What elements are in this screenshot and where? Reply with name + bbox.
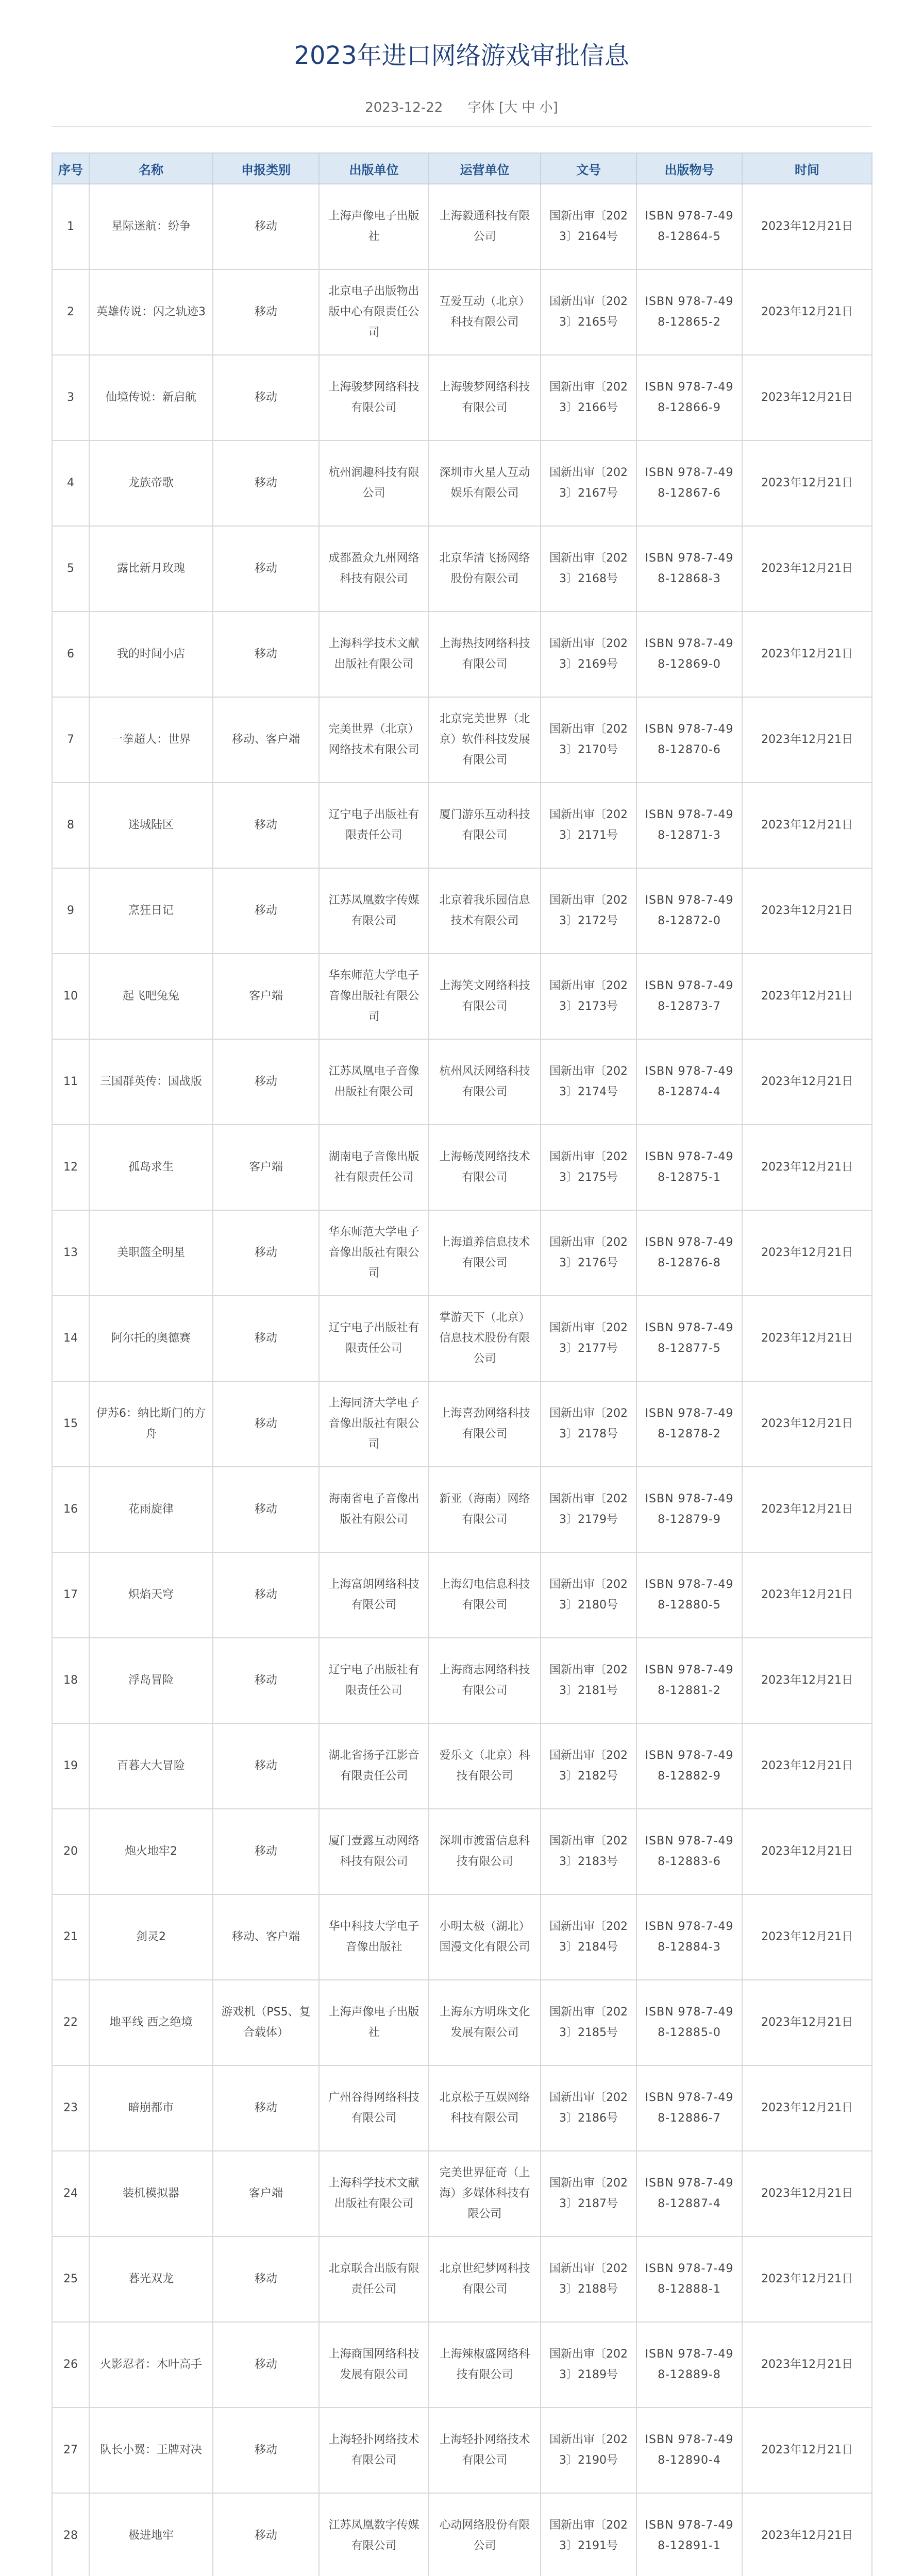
row-publisher: 上海科学技术文献出版社有限公司 (319, 2151, 429, 2236)
row-category: 移动 (213, 2065, 319, 2151)
row-date: 2023年12月21日 (742, 1894, 872, 1980)
row-publisher: 厦门壹露互动网络科技有限公司 (319, 1809, 429, 1894)
row-seq: 16 (52, 1467, 89, 1552)
row-game-name: 火影忍者：木叶高手 (89, 2322, 213, 2408)
row-approval-number: 国新出审〔2023〕2167号 (541, 440, 636, 526)
row-seq: 18 (52, 1638, 89, 1723)
row-approval-number: 国新出审〔2023〕2176号 (541, 1210, 636, 1296)
row-seq: 26 (52, 2322, 89, 2408)
row-date: 2023年12月21日 (742, 269, 872, 355)
row-category: 移动 (213, 1381, 319, 1467)
row-date: 2023年12月21日 (742, 2151, 872, 2236)
table-row (52, 1980, 872, 2065)
table-row (52, 1125, 872, 1210)
row-seq: 25 (52, 2236, 89, 2322)
table-row (52, 184, 872, 269)
row-approval-number: 国新出审〔2023〕2175号 (541, 1125, 636, 1210)
row-operator: 心动网络股份有限公司 (429, 2493, 541, 2576)
row-date: 2023年12月21日 (742, 1210, 872, 1296)
row-game-name: 孤岛求生 (89, 1125, 213, 1210)
row-isbn: ISBN 978-7-498-12882-9 (636, 1723, 742, 1809)
row-category: 移动 (213, 355, 319, 440)
row-category: 移动 (213, 1638, 319, 1723)
row-category: 移动 (213, 1039, 319, 1125)
row-approval-number: 国新出审〔2023〕2173号 (541, 954, 636, 1039)
font-size-label: 字体 (467, 100, 495, 115)
row-date: 2023年12月21日 (742, 1467, 872, 1552)
row-isbn: ISBN 978-7-498-12871-3 (636, 783, 742, 868)
row-game-name: 烹狂日记 (89, 868, 213, 954)
table-row (52, 2493, 872, 2576)
row-date: 2023年12月21日 (742, 783, 872, 868)
row-publisher: 江苏凤凰电子音像出版社有限公司 (319, 1039, 429, 1125)
row-category: 客户端 (213, 2151, 319, 2236)
row-publisher: 华中科技大学电子音像出版社 (319, 1894, 429, 1980)
row-approval-number: 国新出审〔2023〕2168号 (541, 526, 636, 612)
row-isbn: ISBN 978-7-498-12879-9 (636, 1467, 742, 1552)
row-approval-number: 国新出审〔2023〕2184号 (541, 1894, 636, 1980)
table-row (52, 697, 872, 783)
row-game-name: 迷城陆区 (89, 783, 213, 868)
row-approval-number: 国新出审〔2023〕2182号 (541, 1723, 636, 1809)
row-category: 移动 (213, 269, 319, 355)
row-seq: 17 (52, 1552, 89, 1638)
row-seq: 5 (52, 526, 89, 612)
table-row (52, 1894, 872, 1980)
row-seq: 6 (52, 612, 89, 697)
row-operator: 上海骏梦网络科技有限公司 (429, 355, 541, 440)
table-row (52, 355, 872, 440)
header-seq: 序号 (52, 153, 89, 184)
row-approval-number: 国新出审〔2023〕2179号 (541, 1467, 636, 1552)
row-operator: 厦门游乐互动科技有限公司 (429, 783, 541, 868)
row-publisher: 湖南电子音像出版社有限责任公司 (319, 1125, 429, 1210)
row-date: 2023年12月21日 (742, 2065, 872, 2151)
row-isbn: ISBN 978-7-498-12873-7 (636, 954, 742, 1039)
row-category: 移动 (213, 2408, 319, 2493)
row-approval-number: 国新出审〔2023〕2188号 (541, 2236, 636, 2322)
table-body (52, 184, 872, 2576)
row-publisher: 杭州润趣科技有限公司 (319, 440, 429, 526)
row-game-name: 浮岛冒险 (89, 1638, 213, 1723)
row-operator: 上海笑文网络科技有限公司 (429, 954, 541, 1039)
row-publisher: 上海科学技术文献出版社有限公司 (319, 612, 429, 697)
row-isbn: ISBN 978-7-498-12877-5 (636, 1296, 742, 1381)
row-operator: 上海畅茂网络技术有限公司 (429, 1125, 541, 1210)
row-seq: 7 (52, 697, 89, 783)
row-approval-number: 国新出审〔2023〕2165号 (541, 269, 636, 355)
row-publisher: 上海骏梦网络科技有限公司 (319, 355, 429, 440)
row-approval-number: 国新出审〔2023〕2180号 (541, 1552, 636, 1638)
row-category: 移动 (213, 868, 319, 954)
row-publisher: 完美世界（北京）网络技术有限公司 (319, 697, 429, 783)
row-category: 移动 (213, 612, 319, 697)
row-publisher: 辽宁电子出版社有限责任公司 (319, 783, 429, 868)
row-approval-number: 国新出审〔2023〕2166号 (541, 355, 636, 440)
row-date: 2023年12月21日 (742, 954, 872, 1039)
row-isbn: ISBN 978-7-498-12875-1 (636, 1125, 742, 1210)
row-publisher: 江苏凤凰数字传媒有限公司 (319, 2493, 429, 2576)
row-date: 2023年12月21日 (742, 2493, 872, 2576)
row-game-name: 仙境传说：新启航 (89, 355, 213, 440)
row-isbn: ISBN 978-7-498-12883-6 (636, 1809, 742, 1894)
row-operator: 上海毅通科技有限公司 (429, 184, 541, 269)
header-approval-number: 文号 (541, 153, 636, 184)
row-operator: 上海东方明珠文化发展有限公司 (429, 1980, 541, 2065)
row-seq: 9 (52, 868, 89, 954)
row-game-name: 露比新月玫瑰 (89, 526, 213, 612)
row-seq: 11 (52, 1039, 89, 1125)
row-seq: 1 (52, 184, 89, 269)
row-category: 移动 (213, 440, 319, 526)
header-isbn: 出版物号 (636, 153, 742, 184)
row-category: 移动 (213, 526, 319, 612)
row-seq: 23 (52, 2065, 89, 2151)
row-approval-number: 国新出审〔2023〕2181号 (541, 1638, 636, 1723)
row-category: 移动 (213, 2236, 319, 2322)
row-game-name: 炽焰天穹 (89, 1552, 213, 1638)
row-category: 移动 (213, 783, 319, 868)
row-seq: 15 (52, 1381, 89, 1467)
row-operator: 北京完美世界（北京）软件科技发展有限公司 (429, 697, 541, 783)
row-category: 移动 (213, 1723, 319, 1809)
row-operator: 互爱互动（北京）科技有限公司 (429, 269, 541, 355)
row-date: 2023年12月21日 (742, 440, 872, 526)
header-category: 申报类别 (213, 153, 319, 184)
table-row (52, 868, 872, 954)
row-operator: 北京松子互娱网络科技有限公司 (429, 2065, 541, 2151)
row-seq: 21 (52, 1894, 89, 1980)
row-date: 2023年12月21日 (742, 1039, 872, 1125)
row-date: 2023年12月21日 (742, 355, 872, 440)
table-row (52, 1723, 872, 1809)
row-publisher: 海南省电子音像出版社有限公司 (319, 1467, 429, 1552)
row-seq: 14 (52, 1296, 89, 1381)
table-row (52, 2322, 872, 2408)
table-row (52, 1552, 872, 1638)
table-row (52, 1638, 872, 1723)
row-publisher: 北京联合出版有限责任公司 (319, 2236, 429, 2322)
row-operator: 掌游天下（北京）信息技术股份有限公司 (429, 1296, 541, 1381)
row-date: 2023年12月21日 (742, 1723, 872, 1809)
row-game-name: 三国群英传：国战版 (89, 1039, 213, 1125)
row-isbn: ISBN 978-7-498-12876-8 (636, 1210, 742, 1296)
row-date: 2023年12月21日 (742, 2322, 872, 2408)
row-operator: 深圳市火星人互动娱乐有限公司 (429, 440, 541, 526)
row-isbn: ISBN 978-7-498-12872-0 (636, 868, 742, 954)
row-category: 移动 (213, 2493, 319, 2576)
row-category: 移动 (213, 1552, 319, 1638)
row-approval-number: 国新出审〔2023〕2164号 (541, 184, 636, 269)
row-operator: 小明太极（湖北）国漫文化有限公司 (429, 1894, 541, 1980)
table-row (52, 440, 872, 526)
row-approval-number: 国新出审〔2023〕2174号 (541, 1039, 636, 1125)
row-date: 2023年12月21日 (742, 1638, 872, 1723)
row-isbn: ISBN 978-7-498-12885-0 (636, 1980, 742, 2065)
row-seq: 10 (52, 954, 89, 1039)
row-category: 客户端 (213, 954, 319, 1039)
row-operator: 爱乐文（北京）科技有限公司 (429, 1723, 541, 1809)
table-row (52, 783, 872, 868)
row-isbn: ISBN 978-7-498-12870-6 (636, 697, 742, 783)
row-isbn: ISBN 978-7-498-12880-5 (636, 1552, 742, 1638)
row-approval-number: 国新出审〔2023〕2171号 (541, 783, 636, 868)
row-seq: 24 (52, 2151, 89, 2236)
row-seq: 12 (52, 1125, 89, 1210)
row-seq: 22 (52, 1980, 89, 2065)
row-category: 移动 (213, 1296, 319, 1381)
row-publisher: 华东师范大学电子音像出版社有限公司 (319, 954, 429, 1039)
row-category: 移动 (213, 1210, 319, 1296)
row-approval-number: 国新出审〔2023〕2187号 (541, 2151, 636, 2236)
row-category: 移动 (213, 184, 319, 269)
row-approval-number: 国新出审〔2023〕2177号 (541, 1296, 636, 1381)
row-isbn: ISBN 978-7-498-12884-3 (636, 1894, 742, 1980)
font-size-close-bracket: ] (552, 100, 558, 115)
row-seq: 4 (52, 440, 89, 526)
row-date: 2023年12月21日 (742, 1125, 872, 1210)
table-row (52, 1296, 872, 1381)
row-publisher: 广州谷得网络科技有限公司 (319, 2065, 429, 2151)
row-operator: 北京华清飞扬网络股份有限公司 (429, 526, 541, 612)
row-approval-number: 国新出审〔2023〕2185号 (541, 1980, 636, 2065)
row-isbn: ISBN 978-7-498-12867-6 (636, 440, 742, 526)
row-operator: 上海幻电信息科技有限公司 (429, 1552, 541, 1638)
row-date: 2023年12月21日 (742, 184, 872, 269)
row-approval-number: 国新出审〔2023〕2172号 (541, 868, 636, 954)
row-isbn: ISBN 978-7-498-12890-4 (636, 2408, 742, 2493)
row-operator: 北京世纪梦网科技有限公司 (429, 2236, 541, 2322)
row-publisher: 湖北省扬子江影音有限责任公司 (319, 1723, 429, 1809)
row-approval-number: 国新出审〔2023〕2169号 (541, 612, 636, 697)
row-game-name: 伊苏6：纳比斯门的方舟 (89, 1381, 213, 1467)
row-game-name: 队长小翼：王牌对决 (89, 2408, 213, 2493)
row-category: 客户端 (213, 1125, 319, 1210)
row-publisher: 上海同济大学电子音像出版社有限公司 (319, 1381, 429, 1467)
title-divider (52, 126, 871, 127)
table-row (52, 269, 872, 355)
row-isbn: ISBN 978-7-498-12889-8 (636, 2322, 742, 2408)
row-approval-number: 国新出审〔2023〕2191号 (541, 2493, 636, 2576)
row-isbn: ISBN 978-7-498-12888-1 (636, 2236, 742, 2322)
table-row (52, 1381, 872, 1467)
row-publisher: 上海轻扑网络技术有限公司 (319, 2408, 429, 2493)
row-game-name: 起飞吧兔兔 (89, 954, 213, 1039)
row-publisher: 成都盈众九州网络科技有限公司 (319, 526, 429, 612)
row-category: 移动、客户端 (213, 1894, 319, 1980)
row-isbn: ISBN 978-7-498-12865-2 (636, 269, 742, 355)
row-operator: 杭州风沃网络科技有限公司 (429, 1039, 541, 1125)
row-category: 移动 (213, 1809, 319, 1894)
row-date: 2023年12月21日 (742, 1809, 872, 1894)
row-game-name: 剑灵2 (89, 1894, 213, 1980)
table-row (52, 1039, 872, 1125)
table-header-row (52, 153, 872, 184)
row-approval-number: 国新出审〔2023〕2183号 (541, 1809, 636, 1894)
row-seq: 19 (52, 1723, 89, 1809)
header-date: 时间 (742, 153, 872, 184)
font-size-open-bracket: [ (498, 100, 505, 115)
row-game-name: 暮光双龙 (89, 2236, 213, 2322)
row-operator: 北京着我乐园信息技术有限公司 (429, 868, 541, 954)
font-size-medium-option[interactable]: 中 (522, 100, 535, 115)
table-row (52, 2065, 872, 2151)
header-operator: 运营单位 (429, 153, 541, 184)
row-date: 2023年12月21日 (742, 2408, 872, 2493)
row-operator: 完美世界征奇（上海）多媒体科技有限公司 (429, 2151, 541, 2236)
table-row (52, 954, 872, 1039)
row-seq: 3 (52, 355, 89, 440)
row-game-name: 龙族帝歌 (89, 440, 213, 526)
row-isbn: ISBN 978-7-498-12887-4 (636, 2151, 742, 2236)
row-publisher: 上海声像电子出版社 (319, 1980, 429, 2065)
row-game-name: 花雨旋律 (89, 1467, 213, 1552)
row-date: 2023年12月21日 (742, 1552, 872, 1638)
header-publisher: 出版单位 (319, 153, 429, 184)
row-game-name: 我的时间小店 (89, 612, 213, 697)
row-game-name: 阿尔托的奥德赛 (89, 1296, 213, 1381)
row-date: 2023年12月21日 (742, 526, 872, 612)
row-operator: 上海热技网络科技有限公司 (429, 612, 541, 697)
row-publisher: 北京电子出版物出版中心有限责任公司 (319, 269, 429, 355)
page-title: 2023年进口网络游戏审批信息 (294, 41, 629, 70)
row-isbn: ISBN 978-7-498-12864-5 (636, 184, 742, 269)
row-game-name: 一拳超人：世界 (89, 697, 213, 783)
row-approval-number: 国新出审〔2023〕2186号 (541, 2065, 636, 2151)
table-row (52, 526, 872, 612)
table-row (52, 2151, 872, 2236)
row-operator: 上海喜劲网络科技有限公司 (429, 1381, 541, 1467)
row-publisher: 上海富朗网络科技有限公司 (319, 1552, 429, 1638)
table-row (52, 1809, 872, 1894)
row-operator: 上海道养信息技术有限公司 (429, 1210, 541, 1296)
approval-table (52, 152, 872, 2576)
row-isbn: ISBN 978-7-498-12868-3 (636, 526, 742, 612)
row-seq: 13 (52, 1210, 89, 1296)
row-game-name: 美职篮全明星 (89, 1210, 213, 1296)
row-publisher: 上海声像电子出版社 (319, 184, 429, 269)
header-name: 名称 (89, 153, 213, 184)
article-meta (0, 100, 923, 115)
row-date: 2023年12月21日 (742, 1296, 872, 1381)
row-isbn: ISBN 978-7-498-12869-0 (636, 612, 742, 697)
font-size-small-option[interactable]: 小 (539, 100, 553, 115)
table-row (52, 612, 872, 697)
row-publisher: 辽宁电子出版社有限责任公司 (319, 1296, 429, 1381)
row-category: 移动、客户端 (213, 697, 319, 783)
row-operator: 深圳市渡雷信息科技有限公司 (429, 1809, 541, 1894)
row-game-name: 英雄传说：闪之轨迹3 (89, 269, 213, 355)
font-size-large-option[interactable]: 大 (504, 100, 518, 115)
row-seq: 20 (52, 1809, 89, 1894)
row-seq: 27 (52, 2408, 89, 2493)
row-seq: 2 (52, 269, 89, 355)
row-publisher: 江苏凤凰数字传媒有限公司 (319, 868, 429, 954)
table-row (52, 1467, 872, 1552)
row-operator: 上海轻扑网络技术有限公司 (429, 2408, 541, 2493)
row-isbn: ISBN 978-7-498-12866-9 (636, 355, 742, 440)
table-row (52, 2408, 872, 2493)
row-date: 2023年12月21日 (742, 697, 872, 783)
row-isbn: ISBN 978-7-498-12886-7 (636, 2065, 742, 2151)
row-game-name: 暗崩都市 (89, 2065, 213, 2151)
row-seq: 28 (52, 2493, 89, 2576)
row-approval-number: 国新出审〔2023〕2190号 (541, 2408, 636, 2493)
row-date: 2023年12月21日 (742, 2236, 872, 2322)
row-operator: 新亚（海南）网络有限公司 (429, 1467, 541, 1552)
row-operator: 上海辣椒盛网络科技有限公司 (429, 2322, 541, 2408)
row-game-name: 星际迷航：纷争 (89, 184, 213, 269)
table-row (52, 1210, 872, 1296)
row-game-name: 百暮大大冒险 (89, 1723, 213, 1809)
row-isbn: ISBN 978-7-498-12891-1 (636, 2493, 742, 2576)
row-approval-number: 国新出审〔2023〕2170号 (541, 697, 636, 783)
row-publisher: 华东师范大学电子音像出版社有限公司 (319, 1210, 429, 1296)
row-operator: 上海商志网络科技有限公司 (429, 1638, 541, 1723)
row-date: 2023年12月21日 (742, 1381, 872, 1467)
row-isbn: ISBN 978-7-498-12874-4 (636, 1039, 742, 1125)
row-approval-number: 国新出审〔2023〕2178号 (541, 1381, 636, 1467)
row-game-name: 炮火地牢2 (89, 1809, 213, 1894)
row-isbn: ISBN 978-7-498-12878-2 (636, 1381, 742, 1467)
row-date: 2023年12月21日 (742, 1980, 872, 2065)
publish-date: 2023-12-22 (365, 100, 443, 115)
row-game-name: 地平线 西之绝境 (89, 1980, 213, 2065)
row-game-name: 装机模拟器 (89, 2151, 213, 2236)
row-publisher: 辽宁电子出版社有限责任公司 (319, 1638, 429, 1723)
row-publisher: 上海商国网络科技发展有限公司 (319, 2322, 429, 2408)
row-game-name: 极进地牢 (89, 2493, 213, 2576)
row-category: 游戏机（PS5、复合载体） (213, 1980, 319, 2065)
row-isbn: ISBN 978-7-498-12881-2 (636, 1638, 742, 1723)
row-seq: 8 (52, 783, 89, 868)
row-approval-number: 国新出审〔2023〕2189号 (541, 2322, 636, 2408)
row-date: 2023年12月21日 (742, 612, 872, 697)
table-row (52, 2236, 872, 2322)
row-category: 移动 (213, 2322, 319, 2408)
row-category: 移动 (213, 1467, 319, 1552)
row-date: 2023年12月21日 (742, 868, 872, 954)
